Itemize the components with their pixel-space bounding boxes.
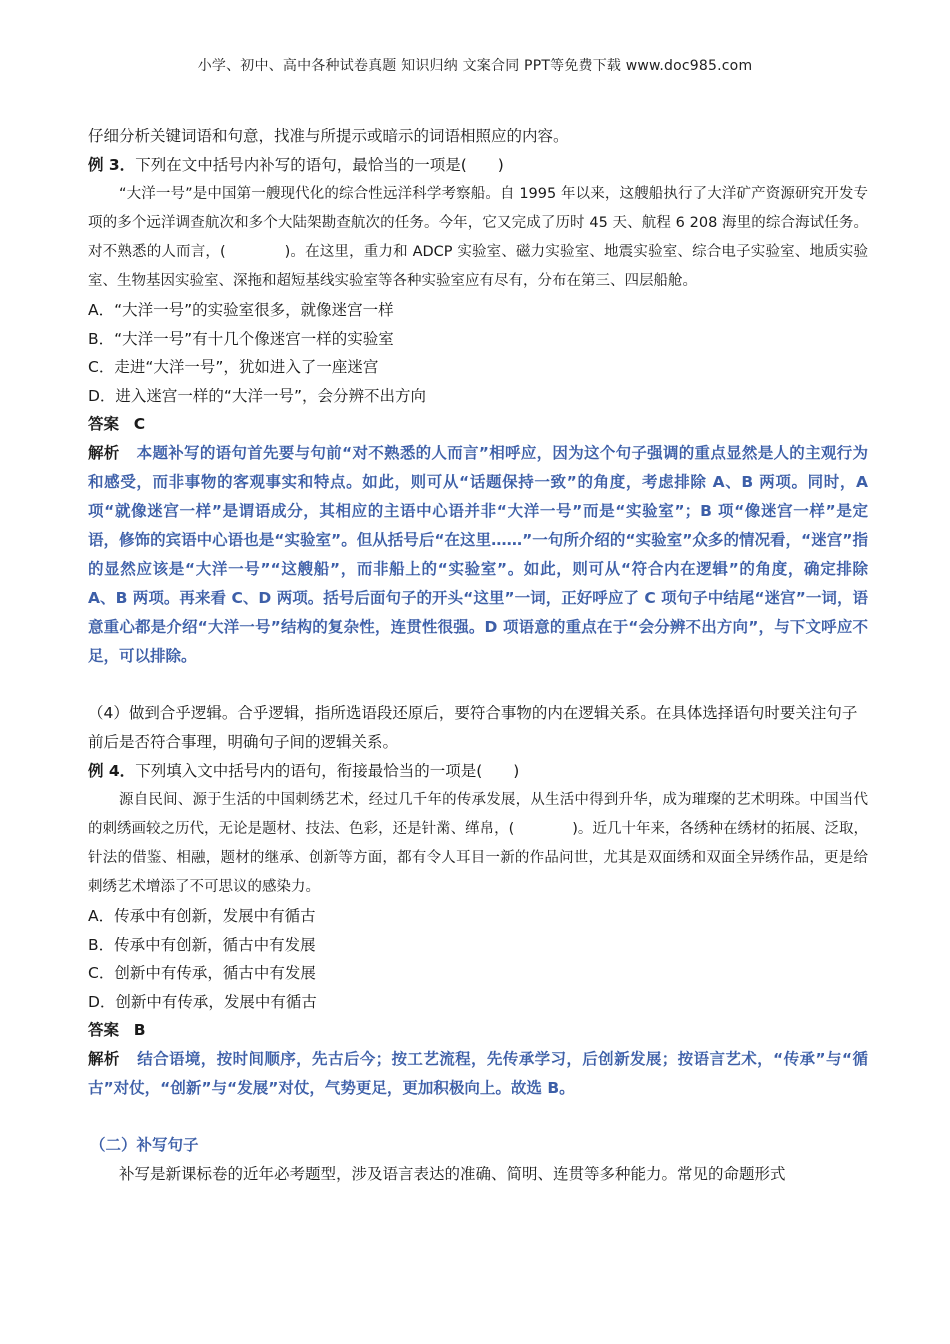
example-3-analysis-text: 本题补写的语句首先要与句前“对不熟悉的人而言”相呼应，因为这个句子强调的重点显然是人的主观行为和感受，而非事物的客观事实和特点。如此，则可从“话题保持一致”的角度，考虑排除 A、B 两项。同时，A 项“就像迷宫一样”是谓语成分，其相应的主语中心语并非“大洋一号”而是“实验室”；B 项“像迷宫一样”是定语，修饰的宾语中心语也是“实验室”。但从括号后“在这里……”一句所介绍的“实验室”众多的情况看，“迷宫”指的显然应该是“大洋一号”“这艘船”，而非船上的“实验室”。如此，则可从“符合内在逻辑”的角度，确定排除 A、B 两项。再来看 C、D 两项。括号后面句子的开头“这里”一词，正好呼应了 C 项句子中结尾“迷宫”一词，语意重心都是介绍“大洋一号”结构的复杂性，连贯性很强。D 项语意的重点在于“会分辨不出方向”，与下文呼应不足，可以排除。 bbox=[88, 444, 868, 665]
example-4-option-d: D．创新中有传承，发展中有循古 bbox=[88, 992, 317, 1011]
spacer bbox=[88, 671, 868, 699]
example-4-analysis-text: 结合语境，按时间顺序，先古后今；按工艺流程，先传承学习，后创新发展；按语言艺术，“传承”与“循古”对仗，“创新”与“发展”对仗，气势更足，更加积极向上。故选 B。 bbox=[88, 1050, 868, 1097]
example-3-answer-label: 答案 bbox=[88, 415, 120, 433]
example-4-answer-label: 答案 bbox=[88, 1021, 120, 1039]
example-3-analysis-label: 解析 bbox=[88, 444, 120, 462]
example-3-option-b: B．“大洋一号”有十几个像迷宫一样的实验室 bbox=[88, 329, 394, 348]
example-3-answer-value: C bbox=[133, 415, 146, 433]
example-3-option-c: C．走进“大洋一号”，犹如进入了一座迷宫 bbox=[88, 358, 379, 376]
example-3-analysis bbox=[88, 439, 868, 671]
example-4-answer-value: B bbox=[133, 1021, 146, 1039]
example-4-answer-line bbox=[88, 1016, 868, 1045]
example-4-passage: 源自民间、源于生活的中国刺绣艺术，经过几千年的传承发展，从生活中得到升华，成为璀璨的艺术明珠。中国当代的刺绣画较之历代，无论是题材、技法、色彩，还是针黹、缂帛，( )。近几十年来，各绣种在绣材的拓展、泛取，针法的借鉴、相融，题材的继承、创新等方面，都有令人耳目一新的作品问世，尤其是双面绣和双面全异绣作品，更是给刺绣艺术增添了不可思议的感染力。 bbox=[88, 792, 868, 895]
example-4-question: 下列填入文中括号内的语句，衔接最恰当的一项是( ) bbox=[135, 762, 520, 780]
example-4-option-c: C．创新中有传承，循古中有发展 bbox=[88, 964, 316, 982]
section-2-title: （二）补写句子 bbox=[90, 1136, 199, 1154]
example-4-question-line bbox=[88, 757, 868, 786]
example-3-option-a: A．“大洋一号”的实验室很多，就像迷宫一样 bbox=[88, 301, 394, 319]
example-4-label: 例 4． bbox=[88, 762, 136, 780]
example-4-option-b: B．传承中有创新，循古中有发展 bbox=[88, 935, 316, 954]
example-4-analysis-label: 解析 bbox=[88, 1050, 120, 1068]
example-4 bbox=[88, 757, 868, 1103]
page-header: 小学、初中、高中各种试卷真题 知识归纳 文案合同 PPT等免费下载 www.doc985.com bbox=[197, 58, 753, 74]
example-4-option-a: A．传承中有创新，发展中有循古 bbox=[88, 907, 316, 925]
example-3-question: 下列在文中括号内补写的语句，最恰当的一项是( ) bbox=[135, 156, 504, 174]
example-3-answer-line bbox=[88, 410, 868, 439]
point-4-text: （4）做到合乎逻辑。合乎逻辑，指所选语段还原后，要符合事物的内在逻辑关系。在具体选择语句时要关注句子前后是否符合事理，明确句子间的逻辑关系。 bbox=[88, 704, 858, 751]
example-3 bbox=[88, 151, 868, 671]
intro-text: 仔细分析关键词语和句意，找准与所提示或暗示的词语相照应的内容。 bbox=[88, 127, 569, 145]
example-4-analysis bbox=[88, 1045, 868, 1103]
example-3-question-line bbox=[88, 151, 868, 180]
example-3-passage: “大洋一号”是中国第一艘现代化的综合性远洋科学考察船。自 1995 年以来，这艘船执行了大洋矿产资源研究开发专项的多个远洋调查航次和多个大陆架勘查航次的任务。今年，它又完成了历时 45 天、航程 6 208 海里的综合海试任务。对不熟悉的人而言，( )。在这里，重力和 ADCP 实验室、磁力实验室、地震实验室、综合电子实验室、地质实验室、生物基因实验室、深拖和超短基线实验室等各种实验室应有尽有，分布在第三、四层船舱。 bbox=[88, 186, 868, 289]
spacer bbox=[88, 1103, 868, 1131]
section-2-text: 补写是新课标卷的近年必考题型，涉及语言表达的准确、简明、连贯等多种能力。常见的命题形式 bbox=[119, 1165, 786, 1183]
example-3-label: 例 3． bbox=[88, 156, 136, 174]
main-content bbox=[88, 122, 868, 1189]
example-3-option-d: D．进入迷宫一样的“大洋一号”，会分辨不出方向 bbox=[88, 386, 426, 405]
